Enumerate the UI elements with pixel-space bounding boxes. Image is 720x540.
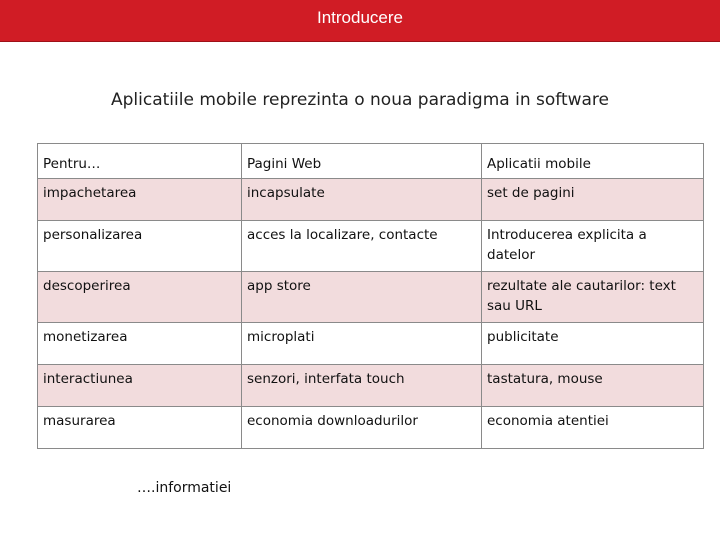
table-cell: publicitate [482,323,704,365]
table-row [38,221,704,272]
table-cell: descoperirea [38,272,242,323]
table-cell: set de pagini [482,179,704,221]
column-header-aplicatii-mobile: Aplicatii mobile [482,144,704,179]
slide-title: Introducere [317,7,403,27]
table-cell: personalizarea [38,221,242,272]
table-cell: interactiunea [38,365,242,407]
table-cell: monetizarea [38,323,242,365]
table-row [38,179,704,221]
title-bar [0,0,720,42]
table-row [38,323,704,365]
table-cell: acces la localizare, contacte [242,221,482,272]
column-header-pagini-web: Pagini Web [242,144,482,179]
table-cell: microplati [242,323,482,365]
table-cell: tastatura, mouse [482,365,704,407]
table-cell: Introducerea explicita a datelor [482,221,704,272]
table-row [38,407,704,449]
table-row [38,272,704,323]
table-cell: senzori, interfata touch [242,365,482,407]
table-cell: masurarea [38,407,242,449]
table-cell: incapsulate [242,179,482,221]
slide-subtitle: Aplicatiile mobile reprezinta o noua paradigma in software [110,90,610,110]
table-cell: economia atentiei [482,407,704,449]
table-row [38,365,704,407]
footnote: ….informatiei [137,480,232,496]
table-cell: app store [242,272,482,323]
comparison-table [37,143,704,449]
table-header-row [38,144,704,179]
table-cell: rezultate ale cautarilor: text sau URL [482,272,704,323]
column-header-pentru: Pentru… [38,144,242,179]
table-cell: impachetarea [38,179,242,221]
table-cell: economia downloadurilor [242,407,482,449]
